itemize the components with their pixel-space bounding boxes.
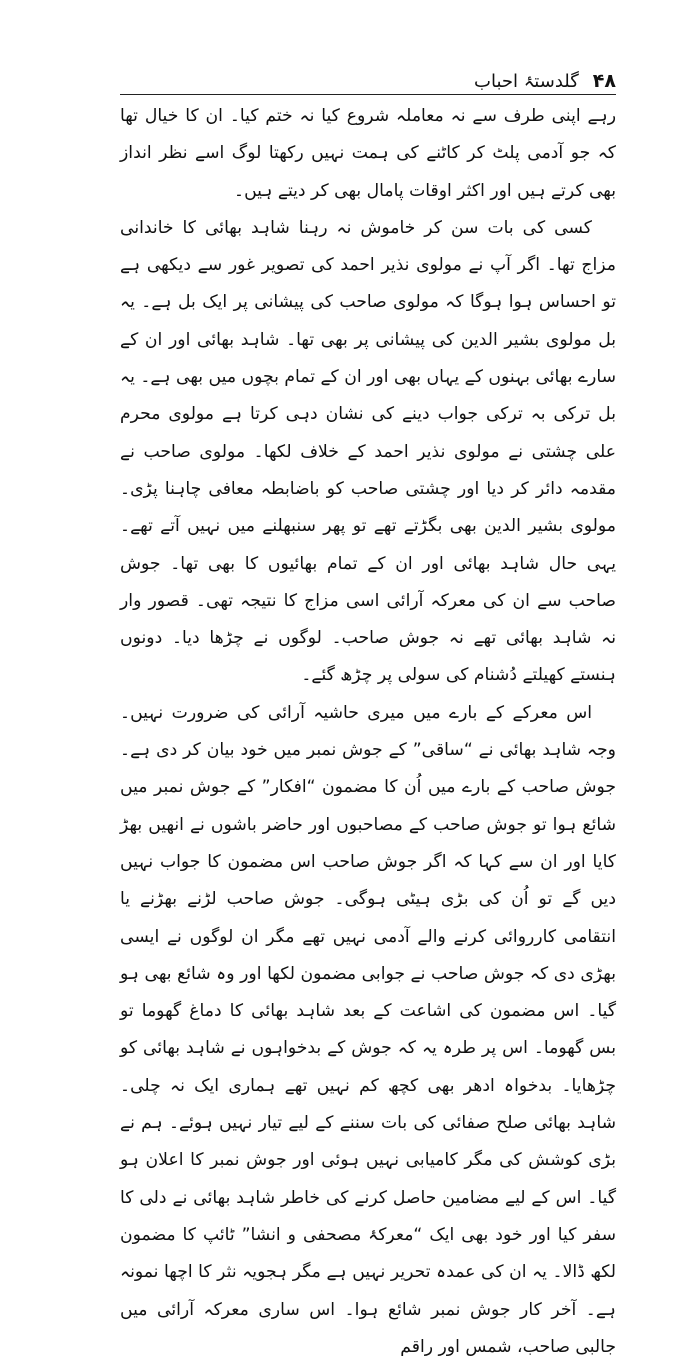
page-number: ۴۸ — [592, 70, 616, 92]
paragraph-1: رہے اپنی طرف سے نہ معاملہ شروع کیا نہ ختم کیا۔ ان کا خیال تھا کہ جو آدمی پلٹ کر کاٹنے کی ہمت نہیں رکھتا لوگ اسے نظر انداز بھی کرتے ہیں اور اکثر اوقات پامال بھی کر دیتے ہیں۔ — [120, 106, 616, 201]
paragraph-2: کسی کی بات سن کر خاموش نہ رہنا شاہد بھائی کا خاندانی مزاج تھا۔ اگر آپ نے مولوی نذیر احمد کی تصویر غور سے دیکھی ہے تو احساس ہوا ہوگا کہ مولوی صاحب کی پیشانی پر ایک بل ہے۔ یہ بل مولوی بشیر الدین کی پیشانی پر بھی تھا۔ شاہد بھائی اور ان کے سارے بھائی بہنوں کے یہاں بھی اور ان کے تمام بچوں میں بھی ہے۔ یہ بل ترکی بہ ترکی جواب دینے کی نشان دہی کرتا ہے مولوی محرم علی چشتی نے مولوی نذیر احمد کے خلاف لکھا۔ مولوی صاحب نے مقدمہ دائر کر دیا اور چشتی صاحب کو باضابطہ معافی چاہنا پڑی۔ مولوی بشیر الدین بھی بگڑتے تھے تو پھر سنبھلنے میں نہیں آتے تھے۔ یہی حال شاہد بھائی اور ان کے تمام بھائیوں کا بھی تھا۔ جوش صاحب سے ان کی معرکہ آرائی اسی مزاج کا نتیجہ تھی۔ قصور وار نہ شاہد بھائی تھے نہ جوش صاحب۔ لوگوں نے چڑھا دیا۔ دونوں ہنستے کھیلتے دُشنام کی سولی پر چڑھ گئے۔ — [120, 217, 616, 686]
header-divider — [120, 94, 616, 95]
page-body — [120, 98, 616, 1366]
running-title: گلدستۂ احباب — [474, 71, 579, 92]
page-header — [120, 58, 616, 92]
paragraph-3: اس معرکے کے بارے میں میری حاشیہ آرائی کی ضرورت نہیں۔ وجہ شاہد بھائی نے “ساقی” کے جوش نمبر میں خود بیان کر دی ہے۔ جوش صاحب کے بارے میں اُن کا مضمون “افکار” کے جوش نمبر میں شائع ہوا تو جوش صاحب کے مصاحبوں اور حاضر باشوں نے انھیں بھڑ کایا اور ان سے کہا کہ اگر جوش صاحب اس مضمون کا جواب نہیں دیں گے تو اُن کی بڑی ہیٹی ہوگی۔ جوش صاحب لڑنے بھڑنے یا انتقامی کارروائی کرنے والے آدمی نہیں تھے مگر ان لوگوں نے ایسی بھڑی دی کہ جوش صاحب نے جوابی مضمون لکھا اور وہ شائع بھی ہو گیا۔ اس مضمون کی اشاعت کے بعد شاہد بھائی کا دماغ گھوما تو بس گھوما۔ اس پر طرہ یہ کہ جوش کے بدخواہوں نے شاہد بھائی کو چڑھایا۔ بدخواہ ادھر بھی کچھ کم نہیں تھے ہماری ایک نہ چلی۔ شاہد بھائی صلح صفائی کی بات سننے کے لیے تیار نہیں ہوئے۔ ہم نے بڑی کوشش کی مگر کامیابی نہیں ہوئی اور جوش نمبر کا اعلان ہو گیا۔ اس کے لیے مضامین حاصل کرنے کی خاطر شاہد بھائی نے دلی کا سفر کیا اور خود بھی ایک “معرکۂ مصحفی و انشا” ٹائپ کا مضمون لکھ ڈالا۔ یہ ان کی عمدہ تحریر نہیں ہے مگر ہجویہ نثر کا اچھا نمونہ ہے۔ آخر کار جوش نمبر شائع ہوا۔ اس ساری معرکہ آرائی میں جالبی صاحب، شمس اور راقم — [120, 702, 616, 1357]
